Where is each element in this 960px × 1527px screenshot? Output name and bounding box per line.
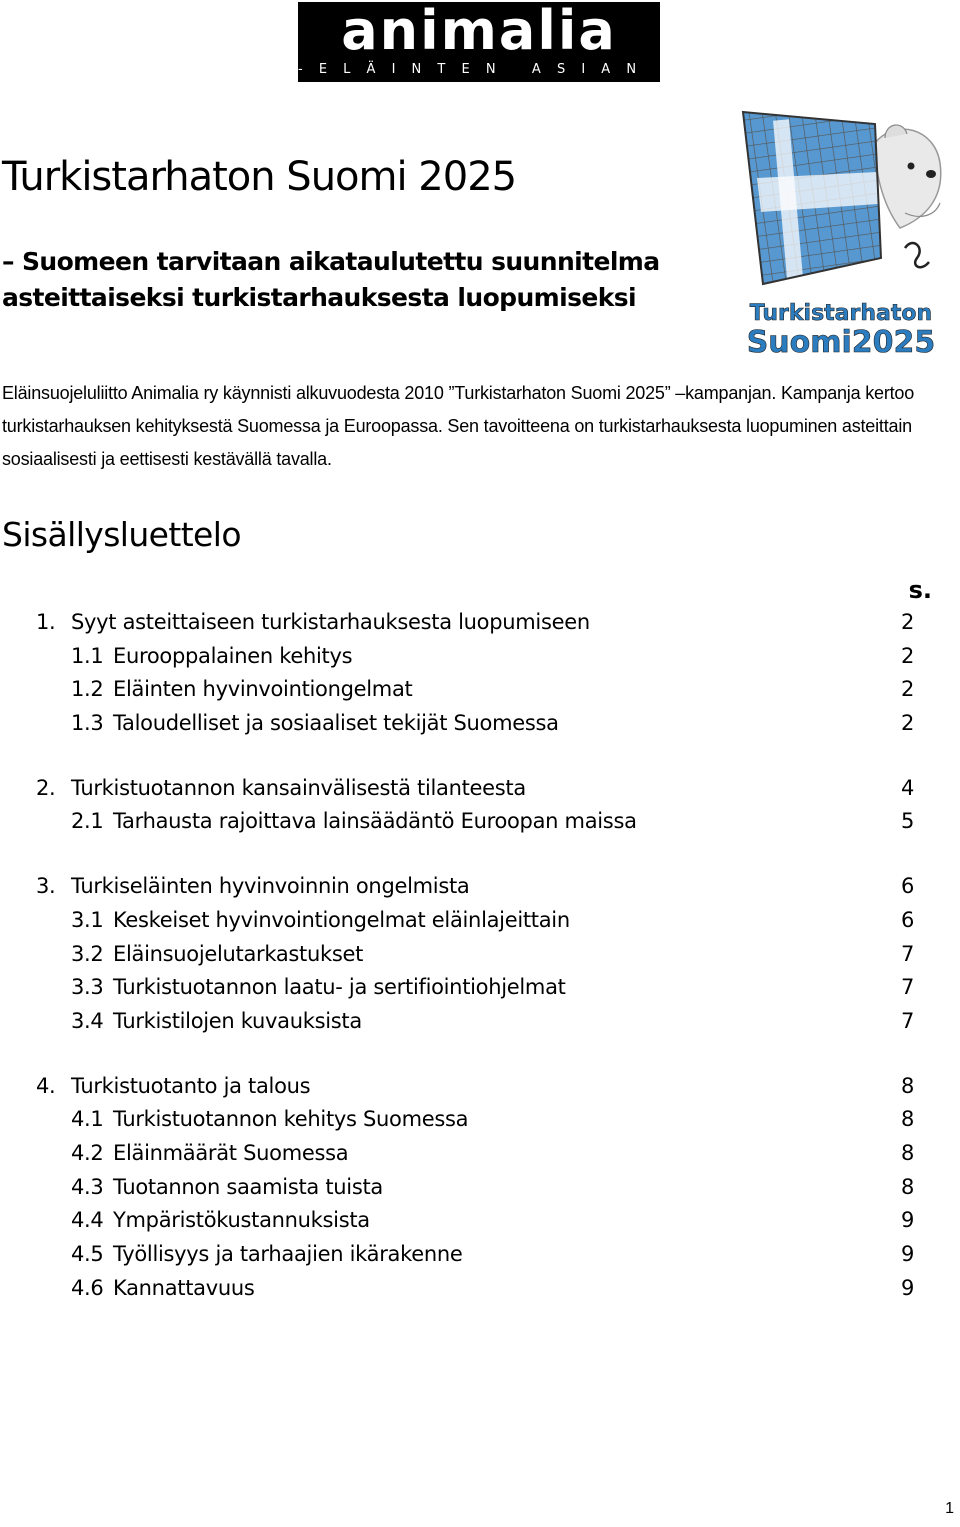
toc-entry-number: 4.6	[71, 1275, 104, 1300]
toc-entry-number: 4.1	[71, 1107, 104, 1132]
toc-entry-label: Keskeiset hyvinvointiongelmat eläinlajeittain	[113, 907, 570, 932]
toc-entry-page: 9	[900, 1242, 914, 1266]
toc-entry-number: 4.4	[71, 1208, 104, 1233]
toc-entry[interactable]	[0, 870, 960, 904]
toc-subentry[interactable]	[0, 640, 960, 674]
toc-entry-label: Turkistilojen kuvauksista	[113, 1008, 362, 1033]
animalia-logo	[298, 0, 799, 82]
toc-entry-label: Työllisyys ja tarhaajien ikärakenne	[113, 1242, 463, 1266]
toc-entry-label: Turkistuotanto ja talous	[71, 1073, 311, 1098]
toc-subentry[interactable]	[0, 805, 960, 839]
toc-subentry[interactable]	[0, 1137, 960, 1171]
toc-entry-page: 8	[900, 1073, 914, 1098]
toc-subentry[interactable]	[0, 1272, 960, 1306]
toc-entry-number: 1.2	[71, 677, 104, 702]
toc-entry-page: 2	[900, 711, 914, 736]
paw-claw-icon	[905, 243, 929, 267]
toc-entry[interactable]	[0, 606, 960, 640]
toc-entry-number: 1.	[36, 610, 56, 634]
toc-page-column-label: s.	[908, 576, 932, 604]
toc-entry-number: 2.	[36, 775, 56, 800]
toc-entry-label: Turkistuotannon kehitys Suomessa	[113, 1107, 469, 1132]
toc-entry-label: Taloudelliset ja sosiaaliset tekijät Suomessa	[113, 711, 559, 736]
toc-subentry[interactable]	[0, 1103, 960, 1137]
table-of-contents	[0, 606, 960, 1336]
toc-entry-page: 8	[900, 1107, 914, 1132]
toc-entry-page: 7	[900, 975, 914, 1000]
toc-section	[0, 870, 960, 1038]
bear-icon	[875, 125, 941, 228]
toc-entry-label: Eläinsuojelutarkastukset	[113, 941, 364, 966]
toc-entry-page: 6	[900, 874, 914, 899]
flag-net-icon	[743, 112, 881, 284]
toc-entry-number: 1.3	[71, 711, 104, 736]
campaign-logo-line1: Turkistarhaton	[749, 301, 933, 326]
toc-entry-number: 1.1	[71, 643, 104, 668]
toc-entry-number: 4.3	[71, 1174, 104, 1199]
toc-section	[0, 1070, 960, 1306]
toc-entry-number: 3.2	[71, 941, 104, 966]
toc-subentry[interactable]	[0, 673, 960, 707]
toc-entry-label: Tuotannon saamista tuista	[113, 1174, 383, 1199]
toc-entry-page: 2	[900, 610, 914, 634]
toc-subentry[interactable]	[0, 904, 960, 938]
toc-entry-page: 9	[900, 1275, 914, 1300]
logo-wordmark: animalia	[341, 0, 617, 62]
document-subtitle: – Suomeen tarvitaan aikataulutettu suunnitelma asteittaiseksi turkistarhauksesta luopumiseksi	[2, 247, 660, 312]
campaign-logo	[735, 108, 947, 358]
toc-entry-label: Kannattavuus	[113, 1275, 255, 1300]
document-title: Turkistarhaton Suomi 2025	[2, 154, 517, 200]
toc-entry-label: Turkistuotannon kansainvälisestä tilanteesta	[71, 775, 526, 800]
toc-entry-number: 2.1	[71, 809, 104, 834]
toc-subentry[interactable]	[0, 1171, 960, 1205]
toc-subentry[interactable]	[0, 1204, 960, 1238]
toc-subentry[interactable]	[0, 938, 960, 972]
toc-section	[0, 606, 960, 741]
toc-entry-page: 4	[900, 775, 914, 800]
toc-entry-number: 3.4	[71, 1008, 104, 1033]
page-number: 1	[945, 1500, 954, 1517]
toc-entry-page: 7	[900, 941, 914, 966]
toc-entry-number: 3.	[36, 874, 56, 899]
toc-subentry[interactable]	[0, 707, 960, 741]
toc-entry-page: 6	[900, 907, 914, 932]
toc-entry-page: 2	[900, 643, 914, 668]
toc-entry-page: 9	[900, 1208, 914, 1233]
toc-heading: Sisällysluettelo	[2, 515, 241, 554]
toc-entry[interactable]	[0, 772, 960, 806]
toc-entry-number: 3.1	[71, 907, 104, 932]
toc-entry-page: 8	[900, 1140, 914, 1165]
toc-entry-label: Eläinten hyvinvointiongelmat	[113, 677, 413, 702]
toc-entry-page: 8	[900, 1174, 914, 1199]
toc-entry[interactable]	[0, 1070, 960, 1104]
toc-entry-label: Turkistuotannon laatu- ja sertifiointiohjelmat	[113, 975, 566, 1000]
toc-entry-page: 2	[900, 677, 914, 702]
toc-entry-label: Eläinmäärät Suomessa	[113, 1140, 349, 1165]
toc-entry-number: 3.3	[71, 975, 104, 1000]
toc-entry-label: Turkiseläinten hyvinvoinnin ongelmista	[71, 874, 470, 899]
toc-entry-number: 4.2	[71, 1140, 104, 1165]
toc-entry-label: Eurooppalainen kehitys	[113, 643, 353, 668]
intro-paragraph: Eläinsuojeluliitto Animalia ry käynnisti alkuvuodesta 2010 ”Turkistarhaton Suomi 2025” –kampanjan. Kampanja kertoo turkistarhauksen kehityksestä Suomessa ja Euroopassa. Sen tavoitteena on turkistarhauksesta luopuminen asteittain sosiaalisesti ja eettisesti kestävällä tavalla.	[2, 383, 915, 469]
toc-subentry[interactable]	[0, 1005, 960, 1039]
toc-subentry[interactable]	[0, 971, 960, 1005]
toc-entry-label: Syyt asteittaiseen turkistarhauksesta luopumiseen	[71, 610, 590, 634]
campaign-logo-line2: Suomi2025	[746, 325, 936, 358]
toc-entry-label: Ympäristökustannuksista	[113, 1208, 370, 1233]
toc-subentry[interactable]	[0, 1238, 960, 1272]
toc-entry-label: Tarhausta rajoittava lainsäädäntö Euroopan maissa	[113, 809, 637, 834]
toc-section	[0, 772, 960, 839]
toc-entry-page: 7	[900, 1008, 914, 1033]
toc-entry-number: 4.	[36, 1073, 56, 1098]
toc-entry-number: 4.5	[71, 1242, 104, 1266]
logo-tagline: - E L Ä I N T E N A S I A N A J A J A -	[298, 62, 799, 77]
toc-entry-page: 5	[900, 809, 914, 834]
